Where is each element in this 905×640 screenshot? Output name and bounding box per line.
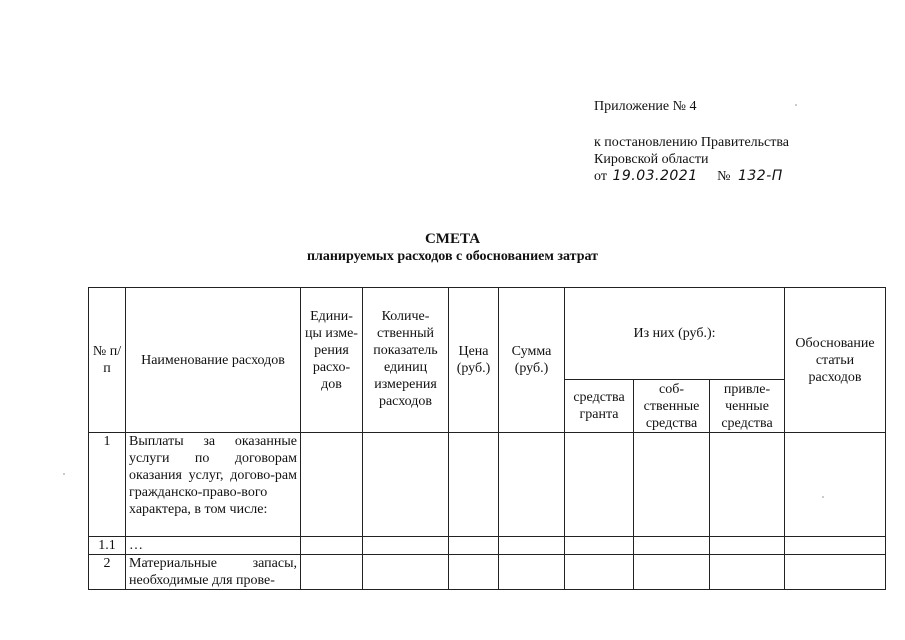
- scan-speck: [822, 496, 824, 498]
- appendix-label: Приложение № 4: [594, 99, 697, 114]
- estimate-table: [88, 287, 886, 590]
- header-of-them: Из них (руб.):: [565, 288, 785, 380]
- header-own: соб-ственные средства: [634, 380, 710, 433]
- header-justification: Обоснование статьи расходов: [785, 288, 886, 433]
- handwritten-number: 132-П: [737, 168, 783, 184]
- table-row: [89, 555, 886, 590]
- header-quantity: Количе-ственный показатель единиц измерения расходов: [363, 288, 449, 433]
- document-title: СМЕТА: [424, 231, 481, 247]
- table-row: [89, 537, 886, 555]
- row-num: 1.1: [89, 537, 126, 555]
- region-line: Кировской области: [594, 152, 709, 167]
- handwritten-date: 19.03.2021: [612, 168, 698, 184]
- resolution-line: к постановлению Правительства: [594, 135, 790, 150]
- row-name: …: [126, 537, 301, 555]
- row-num: 2: [89, 555, 126, 590]
- header-name: Наименование расходов: [126, 288, 301, 433]
- header-sum: Сумма (руб.): [499, 288, 565, 433]
- document-subtitle: планируемых расходов с обоснованием затрат: [306, 249, 599, 264]
- table-row: [89, 433, 886, 537]
- row-name: Материальные запасы, необходимые для прове-: [126, 555, 301, 590]
- row-name: Выплаты за оказанные услуги по договорам оказания услуг, догово-рам гражданско-право-вого характера, в том числе:: [126, 433, 301, 537]
- scan-speck: [63, 473, 65, 475]
- scan-speck: [795, 104, 797, 106]
- header-row-1: [89, 288, 886, 380]
- from-label: от: [594, 169, 607, 184]
- header-units: Едини-цы изме-рения расхо-дов: [301, 288, 363, 433]
- header-price: Цена (руб.): [449, 288, 499, 433]
- header-num: № п/п: [89, 288, 126, 433]
- date-number-line: [594, 168, 783, 185]
- number-label: №: [717, 169, 731, 184]
- row-num: 1: [89, 433, 126, 537]
- header-grant: средства гранта: [565, 380, 634, 433]
- header-attracted: привле-ченные средства: [710, 380, 785, 433]
